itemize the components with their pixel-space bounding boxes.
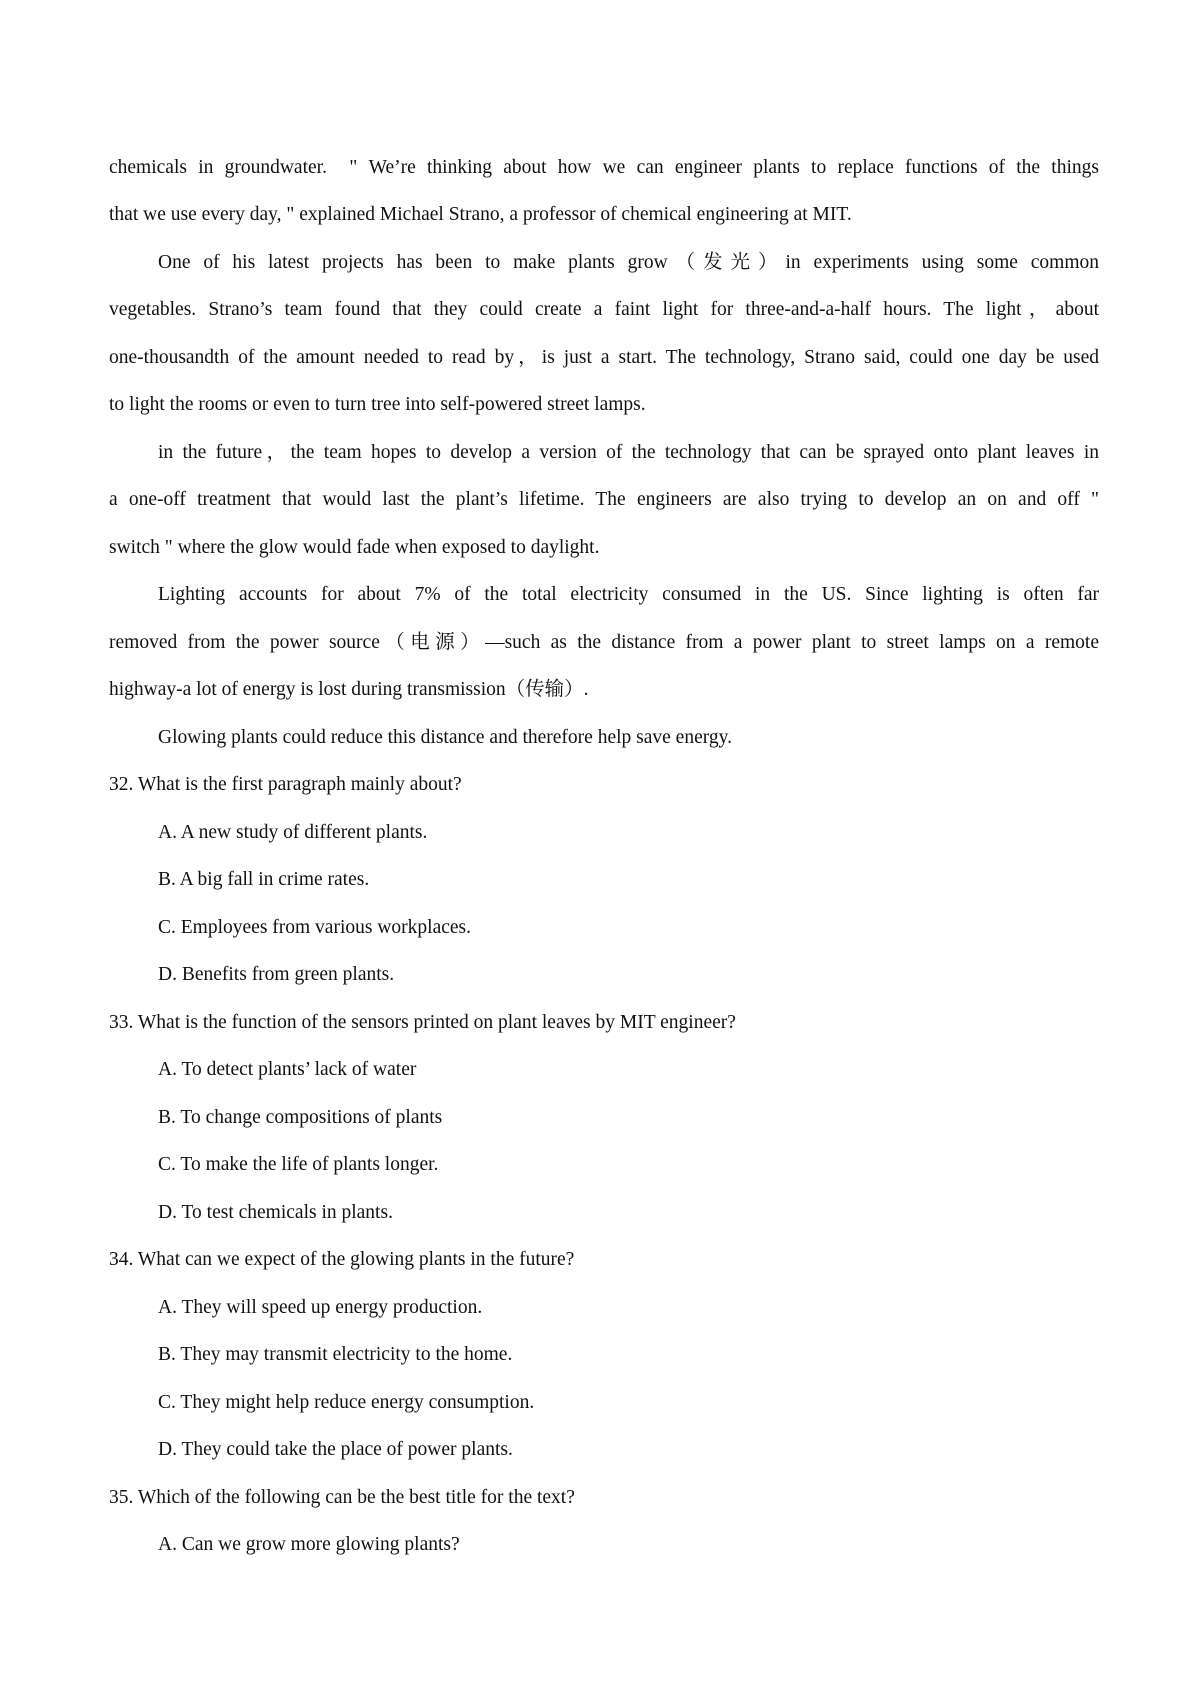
passage-line: One of his latest projects has been to make plants grow（发光）in experiments using some common [158,252,1099,273]
answer-option: C. Employees from various workplaces. [158,917,472,938]
answer-option: C. They might help reduce energy consumption. [158,1392,535,1413]
passage-line: highway-a lot of energy is lost during transmission（传输）. [109,679,589,700]
passage-line: chemicals in groundwater. " We’re thinking about how we can engineer plants to replace functions of the things [109,157,1099,178]
answer-option: A. To detect plants’ lack of water [158,1059,417,1080]
answer-option: A. A new study of different plants. [158,822,428,843]
answer-option: A. Can we grow more glowing plants? [158,1534,460,1555]
passage-line: removed from the power source（电源）—such as the distance from a power plant to street lamps on a remote [109,632,1099,653]
question-stem: 34. What can we expect of the glowing plants in the future? [109,1249,575,1270]
question-stem: 33. What is the function of the sensors printed on plant leaves by MIT engineer? [109,1012,736,1033]
answer-option: D. Benefits from green plants. [158,964,395,985]
passage-line: a one-off treatment that would last the plant’s lifetime. The engineers are also trying to develop an on and off " [109,489,1099,510]
passage-line: that we use every day, " explained Michael Strano, a professor of chemical engineering at MIT. [109,204,852,225]
answer-option: C. To make the life of plants longer. [158,1154,439,1175]
question-stem: 35. Which of the following can be the best title for the text? [109,1487,575,1508]
passage-line: Glowing plants could reduce this distance and therefore help save energy. [158,727,732,748]
answer-option: A. They will speed up energy production. [158,1297,483,1318]
answer-option: B. To change compositions of plants [158,1107,443,1128]
passage-line: Lighting accounts for about 7% of the total electricity consumed in the US. Since lighting is often far [158,584,1099,605]
answer-option: D. To test chemicals in plants. [158,1202,393,1223]
passage-line: switch " where the glow would fade when exposed to daylight. [109,537,600,558]
answer-option: D. They could take the place of power plants. [158,1439,513,1460]
passage-line: in the future，the team hopes to develop a version of the technology that can be sprayed onto plant leaves in [158,442,1099,463]
passage-line: vegetables. Strano’s team found that they could create a faint light for three-and-a-half hours. The light，about [109,299,1099,320]
passage-line: to light the rooms or even to turn tree into self-powered street lamps. [109,394,646,415]
answer-option: B. A big fall in crime rates. [158,869,370,890]
answer-option: B. They may transmit electricity to the home. [158,1344,513,1365]
passage-line: one-thousandth of the amount needed to read by，is just a start. The technology, Strano said, could one day be used [109,347,1099,368]
question-stem: 32. What is the first paragraph mainly about? [109,774,462,795]
